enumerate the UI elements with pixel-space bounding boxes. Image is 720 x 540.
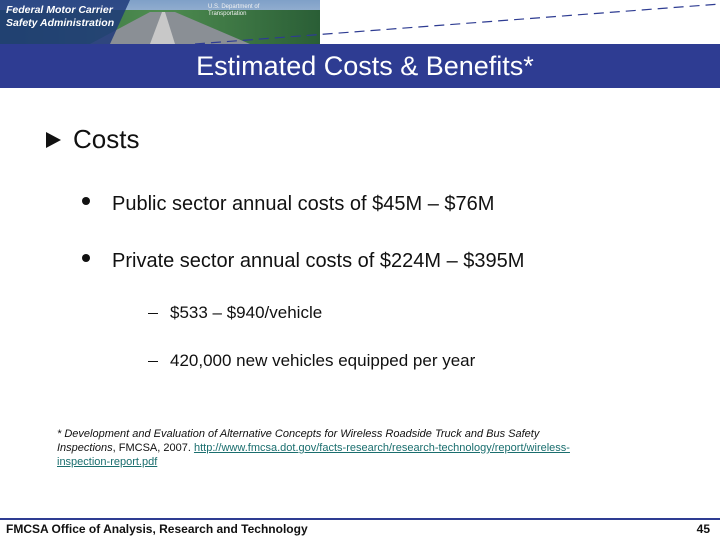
footer-divider [0, 518, 720, 520]
footnote [57, 427, 577, 469]
sub-bullet-item [148, 351, 475, 371]
slide-title: Estimated Costs & Benefits* [196, 51, 534, 81]
footer-organization: FMCSA Office of Analysis, Research and Technology [6, 522, 308, 536]
dash-bullet-icon [148, 361, 158, 362]
footnote-link[interactable]: http://www.fmcsa.dot.gov/facts-research/research-technology/report/wireless-inspection-report.pdf [57, 442, 570, 468]
triangle-bullet-icon [46, 132, 61, 148]
dash-bullet-icon [148, 313, 158, 314]
bullet-item [82, 250, 524, 273]
slide-header [0, 0, 720, 88]
dot-line-1: U.S. Department of [208, 4, 260, 10]
sub-bullet-text: $533 – $940/vehicle [170, 303, 323, 322]
logo-line-2: Safety Administration [6, 17, 115, 29]
footnote-source: , FMCSA, 2007. [112, 442, 194, 454]
logo-line-1: Federal Motor Carrier [6, 4, 113, 16]
dot-logo-text [208, 4, 259, 18]
agency-logo-text [6, 4, 114, 30]
bullet-text: Public sector annual costs of $45M – $76M [112, 193, 495, 215]
section-heading [46, 124, 139, 155]
sub-bullet-item [148, 303, 322, 323]
sub-bullet-text: 420,000 new vehicles equipped per year [170, 351, 476, 370]
bullet-dot-icon [82, 197, 90, 205]
dot-line-2: Transportation [208, 11, 247, 17]
bullet-item [82, 193, 494, 216]
bullet-dot-icon [82, 254, 90, 262]
page-number: 45 [696, 522, 710, 536]
footnote-citation-title: * Development and Evaluation of Alternative Concepts for Wireless Roadside Truck and Bus Safety Inspections [57, 428, 540, 454]
bullet-text: Private sector annual costs of $224M – $395M [112, 250, 525, 272]
section-heading-label: Costs [73, 124, 140, 154]
